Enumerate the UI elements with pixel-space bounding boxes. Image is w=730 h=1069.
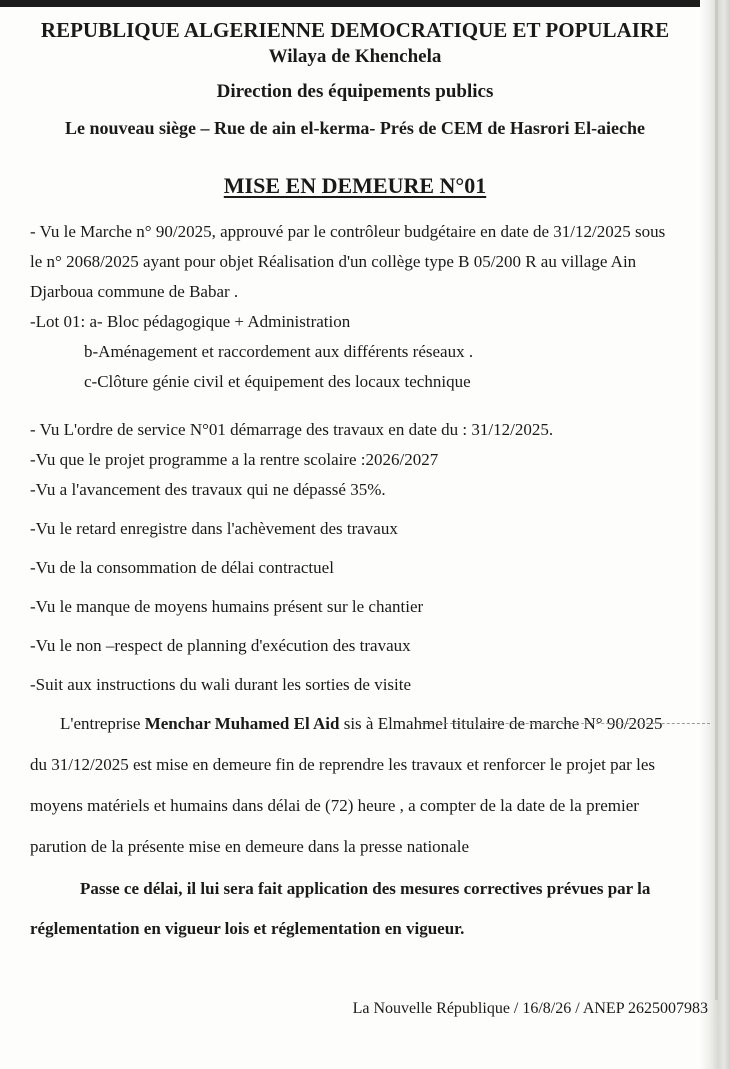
lot-line: b-Aménagement et raccordement aux différents réseaux .	[84, 342, 474, 361]
scan-right-edge	[700, 0, 730, 1069]
final-line: réglementation en vigueur lois et réglementation en vigueur.	[30, 919, 465, 938]
document-body	[30, 217, 680, 700]
vu-item: -Vu de la consommation de délai contractuel	[30, 558, 334, 577]
lot-line: c-Clôture génie civil et équipement des locaux technique	[84, 372, 471, 391]
vu-item: -Vu a l'avancement des travaux qui ne dépassé 35%.	[30, 480, 386, 499]
marche-line: Djarboua commune de Babar .	[30, 282, 239, 301]
vu-item: -Vu le non –respect de planning d'exécution des travaux	[30, 636, 411, 655]
notice-line: moyens matériels et humains dans délai de (72) heure , a compter de la date de la premier	[30, 796, 639, 815]
scan-dashed-line	[420, 723, 710, 724]
marche-line: le n° 2068/2025 ayant pour objet Réalisation d'un collège type B 05/200 R au village Ain	[30, 252, 637, 271]
header-wilaya: Wilaya de Khenchela	[268, 46, 442, 67]
final-paragraph	[30, 869, 680, 949]
vu-item: -Vu le manque de moyens humains présent sur le chantier	[30, 597, 424, 616]
notice-paragraph	[30, 703, 680, 867]
marche-line: - Vu le Marche n° 90/2025, approuvé par le contrôleur budgétaire en date de 31/12/2025 sous	[30, 222, 666, 241]
company-name: Menchar Muhamed El Aid	[144, 714, 340, 733]
notice-line: du 31/12/2025 est mise en demeure fin de reprendre les travaux et renforcer le projet par les	[30, 755, 655, 774]
header-republic: REPUBLIQUE ALGERIENNE DEMOCRATIQUE ET POPULAIRE	[40, 18, 670, 42]
vu-item: -Vu que le projet programme a la rentre scolaire :2026/2027	[30, 450, 439, 469]
final-line: Passe ce délai, il lui sera fait application des mesures correctives prévues par la	[80, 879, 651, 898]
scan-top-bar	[0, 0, 700, 7]
vu-item: - Vu L'ordre de service N°01 démarrage des travaux en date du : 31/12/2025.	[30, 420, 554, 439]
notice-prefix: L'entreprise	[60, 714, 145, 733]
publication-footer: La Nouvelle République / 16/8/26 / ANEP 2625007983	[352, 1000, 708, 1017]
header-direction: Direction des équipements publics	[216, 81, 494, 102]
notice-line: parution de la présente mise en demeure dans la presse nationale	[30, 837, 469, 856]
scan-edge-line	[715, 0, 718, 1000]
document-title-text: MISE EN DEMEURE N°01	[223, 173, 487, 198]
vu-item: -Vu le retard enregistre dans l'achèvement des travaux	[30, 519, 398, 538]
notice-rest: sis à Elmahmel titulaire de marche N° 90/2025	[339, 714, 663, 733]
header-address: Le nouveau siège – Rue de ain el-kerma- Prés de CEM de Hasrori El-aieche	[64, 118, 646, 138]
document-page	[30, 18, 680, 949]
vu-item: -Suit aux instructions du wali durant les sorties de visite	[30, 675, 412, 694]
lot-line: -Lot 01: a- Bloc pédagogique + Administration	[30, 312, 351, 331]
document-title	[30, 173, 680, 199]
